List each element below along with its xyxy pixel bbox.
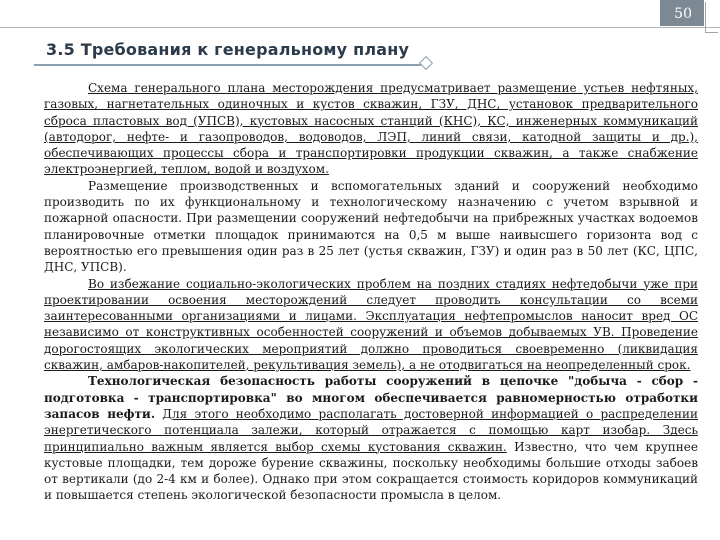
plain-text: Известно, что чем крупнее кустовые площадки, тем дороже бурение скважины, поскольку необходимы большие отходы забоев от вертикали (до 2-4 км и более). Однако при этом сокращается стоимость коридоров коммуникаций и повышается степень экологической безопасности промысла в целом. [44,439,698,503]
underlined-text: Во избежание социально-экологических проблем на поздних стадиях нефтедобычи уже при проектировании освоения месторождений следует проводить консультации со всеми заинтересованными организациями и лицами. Эксплуатация нефтепромыслов наносит вред ОС независимо от конструктивных особенностей сооружений и объемов добываемых УВ. Проведение дорогостоящих экологических мероприятий должно проводиться своевременно (ликвидация скважин, амбаров-накопителей, рекультивация земель), а не отодвигаться на неопределенный срок. [44,276,698,373]
corner-decoration [705,2,718,33]
paragraph-technological-safety [44,373,698,503]
top-divider [0,27,720,28]
underlined-text: Схема генерального плана месторождения предусматривает размещение устьев нефтяных, газовых, нагнетательных одиночных и кустов скважин, ГЗУ, ДНС, установок предварительного сброса пластовых вод (УПСВ), кустовых насосных станций (КНС), КС, инженерных коммуникаций (автодорог, нефте- и газопроводов, водоводов, ЛЭП, линий связи, катодной защиты и др.), обеспечивающих процессы сбора и транспортировки продукции скважин, а также снабжение электроэнергией, теплом, водой и воздухом. [44,81,698,177]
plain-text: Размещение производственных и вспомогательных зданий и сооружений необходимо производить по их функциональному и технологическому назначению с учетом взрывной и пожарной опасности. При размещении сооружений нефтедобычи на прибрежных участках водоемов планировочные отметки площадок принимаются на 0,5 м выше наивысшего горизонта вод с вероятностью его превышения один раз в 25 лет (устья скважин, ГЗУ) и один раз в 50 лет (КС, ЦПС, ДНС, УПСВ). [44,178,698,275]
title-marker-icon [419,56,433,70]
bold-text: Технологическая безопасность работы сооружений в цепочке "добыча - сбор - подготовка - транспортировка" во многом обеспечивается равномерностью отработки запасов нефти. [44,374,698,421]
paragraph-general-plan-scheme [44,80,698,178]
paragraph-ecological-problems [44,276,698,374]
title-underline [34,64,422,66]
body-text [44,80,698,504]
paragraph-building-placement [44,178,698,276]
underlined-text: Для этого необходимо располагать достоверной информацией о распределении энергетического потенциала залежи, который отражается с помощью карт изобар. Здесь принципиально важным является выбор схемы кустования скважин. [44,406,698,454]
slide-title: 3.5 Требования к генеральному плану [46,40,410,59]
page-number: 50 [674,6,692,22]
